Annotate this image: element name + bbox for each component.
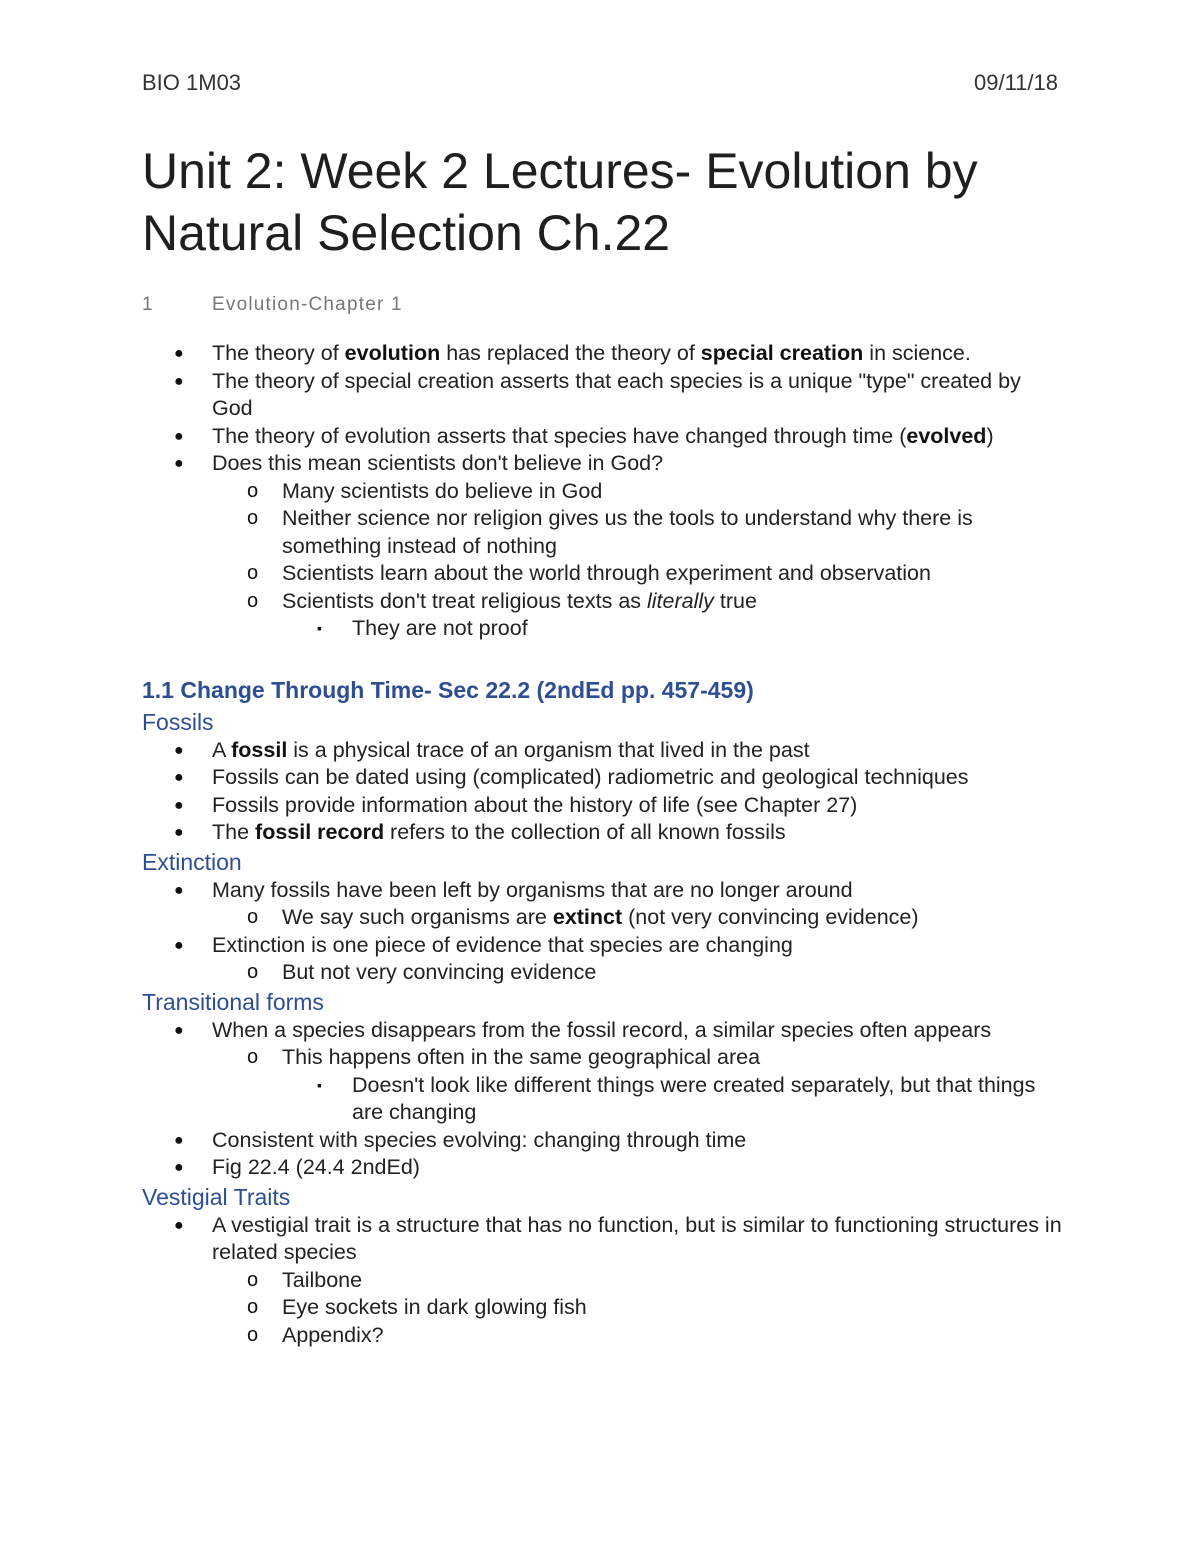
bullet-marker: ● <box>174 427 184 445</box>
transitional-list <box>142 1017 1062 1182</box>
bullet-marker: o <box>247 1046 259 1068</box>
list-item: ● Extinction is one piece of evidence that species are changing <box>142 932 1062 960</box>
list-item: ● A fossil is a physical trace of an organism that lived in the past <box>142 737 1062 765</box>
extinction-heading: Extinction <box>142 848 242 875</box>
list-item: ● Many fossils have been left by organisms that are no longer around <box>142 877 1062 905</box>
bullet-marker: o <box>247 961 259 983</box>
bullet-marker: ● <box>174 796 184 814</box>
bullet-marker: ● <box>174 1216 184 1234</box>
list-item: ▪ Doesn't look like different things were created separately, but that things are changing <box>317 1072 1036 1124</box>
list-item: o But not very convincing evidence <box>142 959 1062 987</box>
bullet-marker: ● <box>174 1131 184 1149</box>
list-item: ● The theory of evolution asserts that species have changed through time (evolved) <box>142 423 1062 451</box>
list-item: o Many scientists do believe in God <box>142 478 1062 506</box>
bullet-marker: o <box>247 507 259 529</box>
document-title: Unit 2: Week 2 Lectures- Evolution by Natural Selection Ch.22 <box>142 143 978 261</box>
bullet-marker: o <box>247 479 259 502</box>
list-item: ● Fig 22.4 (24.4 2ndEd) <box>142 1154 1062 1182</box>
bullet-marker: ● <box>174 1021 184 1039</box>
list-item: ● Consistent with species evolving: changing through time <box>142 1127 1062 1155</box>
bullet-marker: ● <box>174 881 184 899</box>
bullet-marker: o <box>247 562 259 584</box>
section-number: 1 <box>142 294 154 315</box>
bullet-marker: o <box>247 1296 259 1318</box>
fossils-heading: Fossils <box>142 708 214 735</box>
bullet-marker: ● <box>174 936 184 954</box>
list-item: o Appendix? <box>142 1322 1062 1350</box>
bullet-marker: ▪ <box>317 620 322 636</box>
bullet-marker: o <box>247 1323 259 1346</box>
list-item: ● Fossils can be dated using (complicated) radiometric and geological techniques <box>142 764 1062 792</box>
bullet-marker: ▪ <box>317 1076 322 1093</box>
vestigial-traits-heading: Vestigial Traits <box>142 1183 291 1210</box>
bullet-marker: ● <box>174 372 184 390</box>
list-item: o Neither science nor religion gives us the tools to understand why there is something instead of nothing <box>247 506 973 558</box>
list-item: ● The theory of special creation asserts that each species is a unique "type" created by God <box>174 368 1021 420</box>
extinction-list <box>142 877 1062 987</box>
bullet-marker: ● <box>174 455 184 472</box>
subsection-heading: 1.1 Change Through Time- Sec 22.2 (2ndEd pp. 457-459) <box>142 676 754 703</box>
section-heading <box>142 294 1062 322</box>
list-item: ▪ They are not proof <box>142 615 1062 643</box>
list-item: ● Fossils provide information about the history of life (see Chapter 27) <box>142 792 1062 820</box>
transitional-forms-heading: Transitional forms <box>142 988 324 1015</box>
list-item: ● When a species disappears from the fossil record, a similar species often appears <box>142 1017 1062 1045</box>
section-label: Evolution-Chapter 1 <box>212 294 403 315</box>
vestigial-list <box>142 1212 1062 1350</box>
list-item: ● The theory of evolution has replaced the theory of special creation in science. <box>142 340 1062 368</box>
list-item: o This happens often in the same geographical area <box>142 1044 1062 1072</box>
list-item: o Scientists don't treat religious texts as literally true <box>142 588 1062 616</box>
list-item: ● Does this mean scientists don't believe in God? <box>142 450 1062 478</box>
list-item: o Eye sockets in dark glowing fish <box>142 1294 1062 1322</box>
bullet-marker: o <box>247 906 259 928</box>
bullet-marker: ● <box>174 1159 184 1176</box>
bullet-marker: ● <box>174 345 184 362</box>
bullet-marker: ● <box>174 824 184 841</box>
evolution-list <box>142 340 1062 643</box>
course-code: BIO 1M03 <box>142 70 242 95</box>
bullet-marker: ● <box>174 741 184 759</box>
document-body <box>142 294 1062 1349</box>
list-item: ● A vestigial trait is a structure that has no function, but is similar to functioning structures in related species <box>174 1212 1062 1264</box>
list-item: o We say such organisms are extinct (not very convincing evidence) <box>142 904 1062 932</box>
bullet-marker: ● <box>174 769 184 786</box>
list-item: o Scientists learn about the world through experiment and observation <box>142 560 1062 588</box>
list-item: o Tailbone <box>142 1267 1062 1295</box>
list-item: ● The fossil record refers to the collection of all known fossils <box>142 819 1062 847</box>
bullet-marker: o <box>247 589 259 612</box>
fossils-list <box>142 737 1062 847</box>
bullet-marker: o <box>247 1268 259 1291</box>
document-date: 09/11/18 <box>973 70 1058 95</box>
